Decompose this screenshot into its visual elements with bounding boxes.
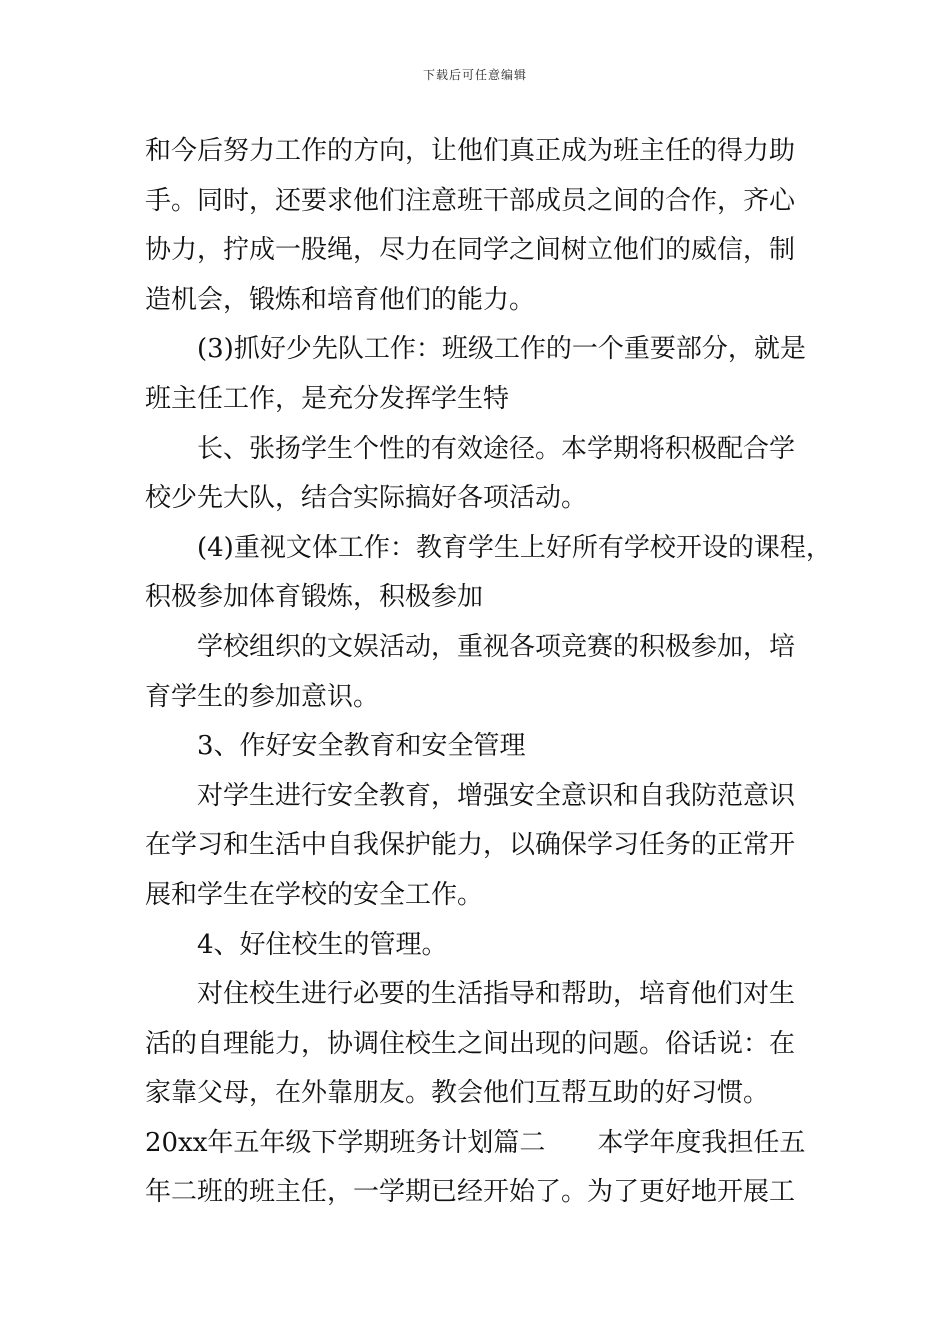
text-line: 对住校生进行必要的生活指导和帮助，培育他们对生 [197,979,796,1010]
text-line: 对学生进行安全教育，增强安全意识和自我防范意识 [197,780,796,811]
text-line: (4)重视文体工作：教育学生上好所有学校开设的课程， [197,532,832,563]
text-line: 20xx年五年级下学期班务计划篇二 本学年度我担任五 [145,1127,806,1158]
text-line: 长、张扬学生个性的有效途径。本学期将积极配合学 [197,433,796,464]
text-line: 和今后努力工作的方向，让他们真正成为班主任的得力助 [145,136,796,166]
text-line: (3)抓好少先队工作：班级工作的一个重要部分，就是 [197,334,806,365]
text-line: 年二班的班主任，一学期已经开始了。为了更好地开展工 [145,1177,796,1208]
text-line: 4、好住校生的管理。 [197,929,448,960]
text-line: 班主任工作，是充分发挥学生特 [145,383,510,414]
text-line: 积极参加体育锻炼，积极参加 [145,582,484,613]
text-line: 学校组织的文娱活动，重视各项竞赛的积极参加，培 [197,631,796,662]
text-line: 校少先大队，结合实际搞好各项活动。 [145,483,588,514]
text-line: 家靠父母，在外靠朋友。教会他们互帮互助的好习惯。 [145,1078,770,1109]
text-line: 展和学生在学校的安全工作。 [145,879,484,910]
text-line: 在学习和生活中自我保护能力，以确保学习任务的正常开 [145,830,796,861]
text-line: 造机会，锻炼和培育他们的能力。 [145,284,536,315]
text-line: 协力，拧成一股绳，尽力在同学之间树立他们的威信，制 [145,235,796,266]
text-line: 手。同时，还要求他们注意班干部成员之间的合作，齐心 [145,185,796,216]
text-line: 活的自理能力，协调住校生之间出现的问题。俗话说：在 [145,1028,796,1059]
text-line: 育学生的参加意识。 [145,681,380,712]
page-header: 下载后可任意编辑 [422,68,527,82]
body-text [145,127,832,1218]
text-line: 3、作好安全教育和安全管理 [197,731,526,762]
